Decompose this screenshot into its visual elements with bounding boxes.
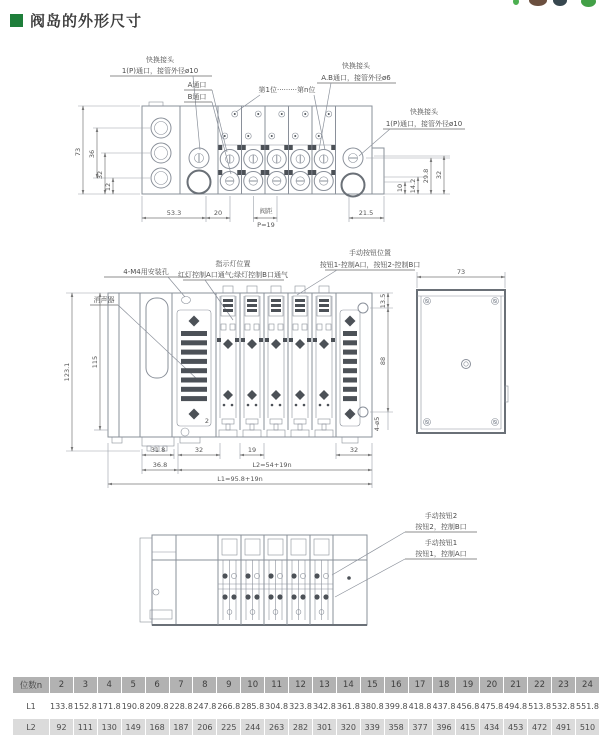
dim-29-8: 29.8 <box>422 168 430 184</box>
label-quick-connector-ab-2: A.B通口，接管外径ø6 <box>321 74 391 82</box>
valve-station-top <box>242 106 266 194</box>
label-manual-button2-1: 手动按钮2 <box>424 512 458 520</box>
table-header-cell: 16 <box>385 677 408 693</box>
table-cell: 491 <box>552 719 575 735</box>
table-cell: L2 <box>13 719 49 735</box>
corner-screw <box>492 298 499 305</box>
table-cell: L1 <box>13 698 49 714</box>
valve-station-bottom <box>287 535 306 625</box>
table-cell: 152.8 <box>74 698 97 714</box>
center-screw <box>462 360 471 369</box>
label-station-range: 第1位·········第n位 <box>258 86 316 94</box>
table-cell: 111 <box>74 719 97 735</box>
valve-station-front <box>288 286 311 437</box>
table-header-cell: 6 <box>146 677 169 693</box>
label-quick-connector-right-1: 快换接头 <box>410 108 438 116</box>
valve-station-bottom <box>241 535 260 625</box>
table-header-cell: 23 <box>552 677 575 693</box>
dim-32-right: 32 <box>435 170 443 180</box>
logo-dot-green <box>513 0 519 5</box>
bottom-view <box>140 511 477 625</box>
label-quick-connector-ab-1: 快换接头 <box>342 62 370 70</box>
logo-blob-dark <box>553 0 567 6</box>
muffler-panel <box>177 297 211 444</box>
table-header-cell: 7 <box>170 677 193 693</box>
table-header-cell: 24 <box>576 677 599 693</box>
valve-station-top <box>218 106 242 194</box>
valve-station-front <box>312 286 335 437</box>
table-header-cell: 10 <box>241 677 264 693</box>
table-cell: 415 <box>456 719 479 735</box>
dim-32-left: 32 <box>194 446 204 454</box>
dim-side-73: 73 <box>456 268 466 276</box>
table-cell: 494.8 <box>504 698 527 714</box>
right-end-plate-ports <box>342 148 365 197</box>
bottom-view-body <box>140 535 367 625</box>
dim-14-2: 14.2 <box>409 178 417 194</box>
table-header-cell: 4 <box>98 677 121 693</box>
logo-blob-brown <box>529 0 547 6</box>
valve-station-bottom <box>218 535 237 625</box>
dim-36: 36 <box>88 149 96 159</box>
table-row <box>13 698 599 714</box>
table-cell: 133.8 <box>50 698 73 714</box>
dim-115: 115 <box>91 355 99 369</box>
table-cell: 532.8 <box>552 698 575 714</box>
dim-21-5: 21.5 <box>358 209 374 217</box>
table-cell: 396 <box>433 719 456 735</box>
table-header-cell: 9 <box>217 677 240 693</box>
table-cell: 92 <box>50 719 73 735</box>
table-header-cell: 11 <box>265 677 288 693</box>
label-indicator-1: 指示灯位置 <box>215 260 251 268</box>
table-cell: 510 <box>576 719 599 735</box>
dim-88: 88 <box>379 356 387 366</box>
table-cell: 168 <box>146 719 169 735</box>
table-cell: 472 <box>528 719 551 735</box>
inlet-port-block <box>151 118 171 188</box>
label-port-b: B通口 <box>187 93 207 101</box>
dim-53-3: 53.3 <box>166 209 182 217</box>
table-cell: 358 <box>385 719 408 735</box>
label-muffler: 消声器 <box>93 296 115 304</box>
right-muffler-panel <box>340 303 368 443</box>
dimension-table <box>12 672 600 740</box>
table-cell: 361.8 <box>337 698 360 714</box>
table-header-cell: 14 <box>337 677 360 693</box>
table-header-cell: 17 <box>409 677 432 693</box>
dim-4-o5: 4-ø5 <box>373 416 381 432</box>
dimension-drawings <box>0 40 601 670</box>
dim-20: 20 <box>213 209 223 217</box>
table-cell: 513.8 <box>528 698 551 714</box>
table-cell: 377 <box>409 719 432 735</box>
table-header-cell: 3 <box>74 677 97 693</box>
table-cell: 263 <box>265 719 288 735</box>
logo-blob-green <box>581 0 596 7</box>
green-square-bullet <box>10 14 23 27</box>
dim-2: 2 <box>204 417 210 425</box>
left-end-plate-ports <box>188 148 211 194</box>
table-cell: 418.8 <box>409 698 432 714</box>
label-manual-button-pos-1: 手动按钮位置 <box>349 249 391 257</box>
label-quick-connector-left-2: 1(P)通口，接管外径ø10 <box>121 67 199 75</box>
dim-31-8: 31.8 <box>150 446 166 454</box>
label-mounting-holes: 4-M4用安装孔 <box>123 268 169 276</box>
table-cell: 266.8 <box>217 698 240 714</box>
table-header-cell: 19 <box>456 677 479 693</box>
table-header-cell: 15 <box>361 677 384 693</box>
table-cell: 282 <box>289 719 312 735</box>
table-cell: 187 <box>170 719 193 735</box>
table-row <box>13 719 599 735</box>
valve-station-top <box>265 106 289 194</box>
dim-13-5: 13.5 <box>379 293 387 309</box>
table-header-cell: 18 <box>433 677 456 693</box>
table-cell: 209.8 <box>146 698 169 714</box>
valve-station-top <box>312 106 336 194</box>
table-cell: 437.8 <box>433 698 456 714</box>
label-quick-connector-right-2: 1(P)通口，接管外径ø10 <box>385 120 463 128</box>
bottom-view-annotations <box>332 511 477 597</box>
table-header-cell: 2 <box>50 677 73 693</box>
table-cell: 339 <box>361 719 384 735</box>
table-cell: 244 <box>241 719 264 735</box>
table-cell: 247.8 <box>193 698 216 714</box>
table-cell: 380.8 <box>361 698 384 714</box>
dim-32: 32 <box>96 170 104 180</box>
corner-screw <box>424 419 431 426</box>
valve-station-front <box>216 286 239 437</box>
corner-screw <box>492 419 499 426</box>
table-header-cell: 22 <box>528 677 551 693</box>
table-cell: 399.8 <box>385 698 408 714</box>
dim-73: 73 <box>74 147 82 157</box>
table-header-cell: 13 <box>313 677 336 693</box>
table-cell: 149 <box>122 719 145 735</box>
label-manual-button1-1: 手动按钮1 <box>424 539 458 547</box>
table-cell: 190.8 <box>122 698 145 714</box>
dim-123-1: 123.1 <box>63 362 71 382</box>
table-cell: 130 <box>98 719 121 735</box>
front-view <box>63 248 508 488</box>
section-title <box>10 10 142 31</box>
table-header-cell: 20 <box>480 677 503 693</box>
valve-station-front <box>264 286 287 437</box>
table-cell: 453 <box>504 719 527 735</box>
dim-19: 19 <box>247 446 257 454</box>
side-view <box>417 268 508 433</box>
label-manual-button1-2: 按钮1，控制A口 <box>415 550 467 558</box>
table-cell: 228.8 <box>170 698 193 714</box>
table-cell: 323.8 <box>289 698 312 714</box>
table-header-cell: 5 <box>122 677 145 693</box>
table-cell: 285.8 <box>241 698 264 714</box>
page-title: 阀岛的外形尺寸 <box>30 12 143 30</box>
brand-logo-fragment <box>509 0 599 8</box>
label-quick-connector-left-1: 快换接头 <box>146 56 174 64</box>
table-cell: 225 <box>217 719 240 735</box>
label-indicator-2: 红灯控制A口通气;绿灯控制B口通气 <box>178 271 288 279</box>
valve-station-bottom <box>310 535 329 625</box>
table-cell: 171.8 <box>98 698 121 714</box>
table-cell: 551.8 <box>576 698 599 714</box>
table-header-cell: 位数n <box>13 677 49 693</box>
valve-station-front <box>240 286 263 437</box>
table-cell: 434 <box>480 719 503 735</box>
dim-pitch-label: 阀距 <box>259 207 273 215</box>
label-manual-button-pos-2: 按钮1-控制A口，按钮2-控制B口 <box>319 261 421 269</box>
table-cell: 301 <box>313 719 336 735</box>
dim-32-right: 32 <box>349 446 359 454</box>
valve-station-bottom <box>264 535 283 625</box>
dim-36-8: 36.8 <box>152 461 168 469</box>
corner-screw <box>424 298 431 305</box>
table-cell: 456.8 <box>456 698 479 714</box>
dim-pitch-value: P=19 <box>257 221 275 229</box>
dim-l1: L1=95.8+19n <box>217 475 263 483</box>
label-manual-button2-2: 按钮2，控制B口 <box>415 523 467 531</box>
table-header-cell: 8 <box>193 677 216 693</box>
table-cell: 342.8 <box>313 698 336 714</box>
dim-l2: L2=54+19n <box>252 461 292 469</box>
table-cell: 475.8 <box>480 698 503 714</box>
table-cell: 304.8 <box>265 698 288 714</box>
dim-10: 10 <box>396 183 404 193</box>
table-cell: 206 <box>193 719 216 735</box>
valve-station-top <box>289 106 313 194</box>
label-port-a: A通口 <box>187 81 207 89</box>
table-header-row <box>13 677 599 693</box>
table-cell: 320 <box>337 719 360 735</box>
dim-12: 12 <box>104 182 112 192</box>
table-header-cell: 21 <box>504 677 527 693</box>
table-header-cell: 12 <box>289 677 312 693</box>
top-view <box>74 55 465 229</box>
